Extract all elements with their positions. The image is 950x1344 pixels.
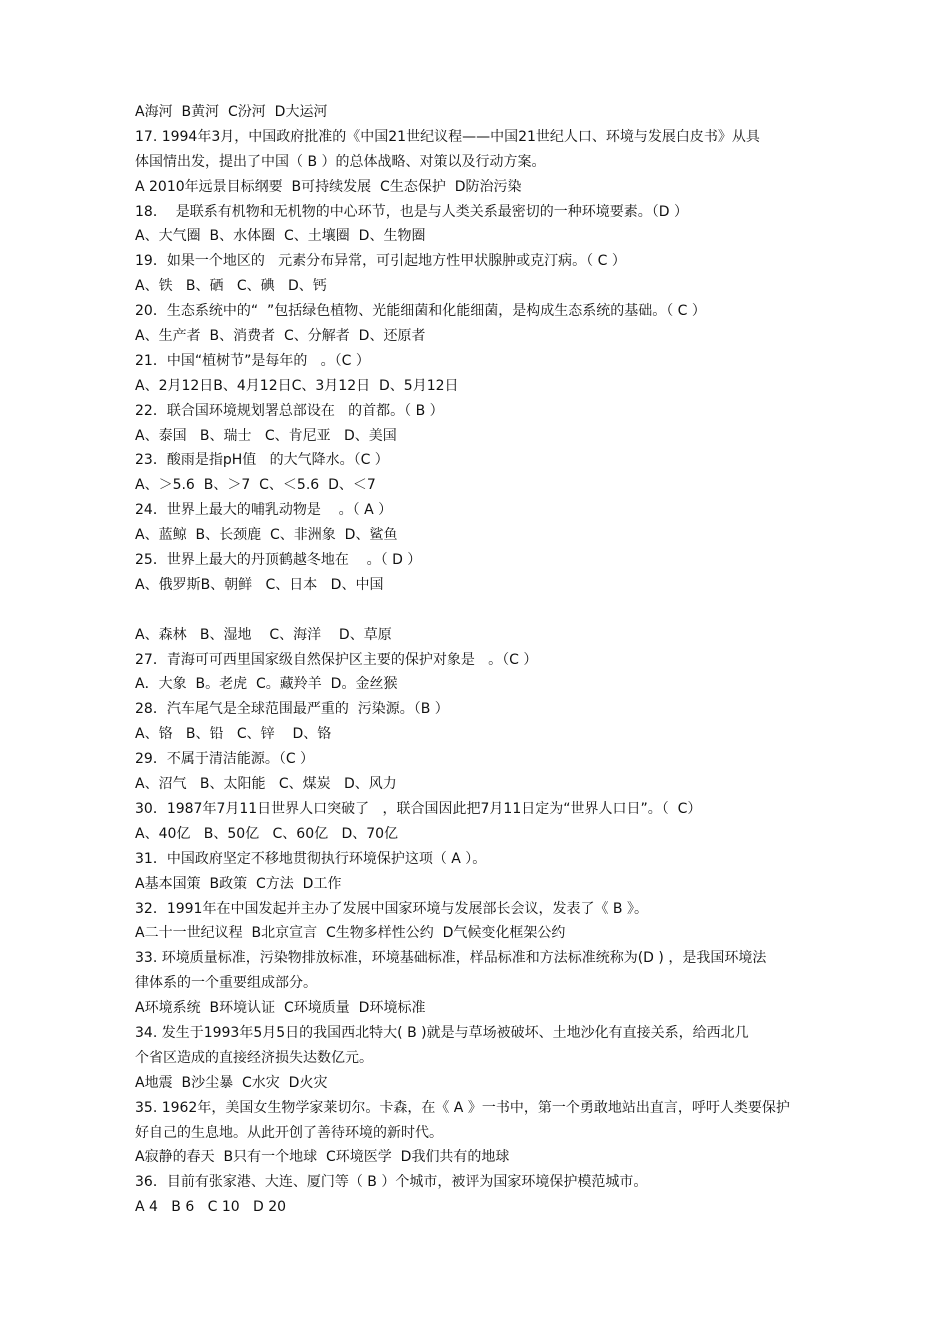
text-line: 36．目前有张家港、大连、厦门等（ B ）个城市，被评为国家环境保护模范城市。 [135, 1174, 648, 1191]
text-line: 21．中国“植树节”是每年的 。（C ） [135, 352, 370, 369]
text-line: A海河 B黄河 C汾河 D大运河 [135, 104, 328, 120]
text-line: A、大气圈 B、水体圈 C、土壤圈 D、生物圈 [135, 228, 426, 245]
text-line: A二十一世纪议程 B北京宣言 C生物多样性公约 D气候变化框架公约 [135, 925, 566, 942]
text-line: 34. 发生于1993年5月5日的我国西北特大( B )就是与草场被破坏、土地沙化有直接关系，给西北几 [135, 1024, 749, 1041]
text-line: A 4 B 6 C 10 D 20 [135, 1199, 287, 1216]
text-line: A、森林 B、湿地 C、海洋 D、草原 [135, 626, 392, 643]
text-line: A、沼气 B、太阳能 C、煤炭 D、风力 [135, 776, 397, 793]
text-line: A环境系统 B环境认证 C环境质量 D环境标准 [135, 1000, 426, 1017]
text-line: 35. 1962年，美国女生物学家莱切尔。卡森，在《 A 》一书中，第一个勇敢地站出直言，呼吁人类要保护 [135, 1099, 790, 1116]
text-line: 33. 环境质量标准，污染物排放标准，环境基础标准，样品标准和方法标准统称为(D ) ，是我国环境法 [135, 950, 767, 967]
text-line: A、＞5.6 B、＞7 C、＜5.6 D、＜7 [135, 477, 376, 494]
text-line: 20．生态系统中的“ ”包括绿色植物、光能细菌和化能细菌，是构成生态系统的基础。（ C ） [135, 303, 706, 320]
text-line: A地震 B沙尘暴 C水灾 D火灾 [135, 1074, 328, 1091]
text-line: A基本国策 B政策 C方法 D工作 [135, 875, 342, 892]
text-line: 18． 是联系有机物和无机物的中心环节，也是与人类关系最密切的一种环境要素。（D ） [135, 203, 688, 220]
text-line: A．大象 B。老虎 C。藏羚羊 D。金丝猴 [135, 676, 398, 693]
text-line: 23．酸雨是指pH值 的大气降水。（C ） [135, 452, 389, 469]
text-line: 24．世界上最大的哺乳动物是 。（ A ） [135, 502, 393, 519]
text-line: A、俄罗斯B、朝鲜 C、日本 D、中国 [135, 576, 384, 593]
text-line: 体国情出发，提出了中国（ B ）的总体战略、对策以及行动方案。 [135, 153, 546, 170]
text-line: 28．汽车尾气是全球范围最严重的 污染源。（B ） [135, 701, 449, 718]
text-line: A、铬 B、铅 C、锌 D、铬 [135, 726, 332, 743]
text-line: 好自己的生息地。从此开创了善待环境的新时代。 [135, 1124, 443, 1141]
text-line: A、泰国 B、瑞士 C、肯尼亚 D、美国 [135, 427, 397, 444]
text-line: A、蓝鲸 B、长颈鹿 C、非洲象 D、鲨鱼 [135, 527, 398, 544]
text-line [135, 598, 865, 623]
text-line: 律体系的一个重要组成部分。 [135, 975, 317, 992]
text-line: A寂静的春天 B只有一个地球 C环境医学 D我们共有的地球 [135, 1149, 510, 1166]
text-line: 19．如果一个地区的 元素分布异常，可引起地方性甲状腺肿或克汀病。（ C ） [135, 253, 626, 270]
text-line: 30．1987年7月11日世界人口突破了 ，联合国因此把7月11日定为“世界人口日”。（ C） [135, 800, 702, 817]
text-line: 27．青海可可西里国家级自然保护区主要的保护对象是 。（C ） [135, 651, 538, 668]
text-line: 32．1991年在中国发起并主办了发展中国家环境与发展部长会议，发表了《 B 》。 [135, 900, 648, 917]
text-line: 17. 1994年3月，中国政府批准的《中国21世纪议程——中国21世纪人口、环境与发展白皮书》从具 [135, 128, 760, 145]
text-line: A、生产者 B、消费者 C、分解者 D、还原者 [135, 328, 426, 345]
text-line: A、铁 B、硒 C、碘 D、钙 [135, 278, 327, 295]
document-body [135, 100, 865, 1220]
text-line: 29．不属于清洁能源。（C ） [135, 751, 315, 768]
text-line: 22．联合国环境规划署总部设在 的首都。（ B ） [135, 402, 444, 419]
text-line: 25．世界上最大的丹顶鹤越冬地在 。（ D ） [135, 552, 422, 569]
text-line: 个省区造成的直接经济损失达数亿元。 [135, 1049, 373, 1066]
text-line: A、40亿 B、50亿 C、60亿 D、70亿 [135, 825, 399, 842]
text-line: A、2月12日B、4月12日C、3月12日 D、5月12日 [135, 377, 459, 394]
text-line: A 2010年远景目标纲要 B可持续发展 C生态保护 D防治污染 [135, 178, 522, 195]
text-line: 31．中国政府坚定不移地贯彻执行环境保护这项（ A ）。 [135, 850, 487, 867]
